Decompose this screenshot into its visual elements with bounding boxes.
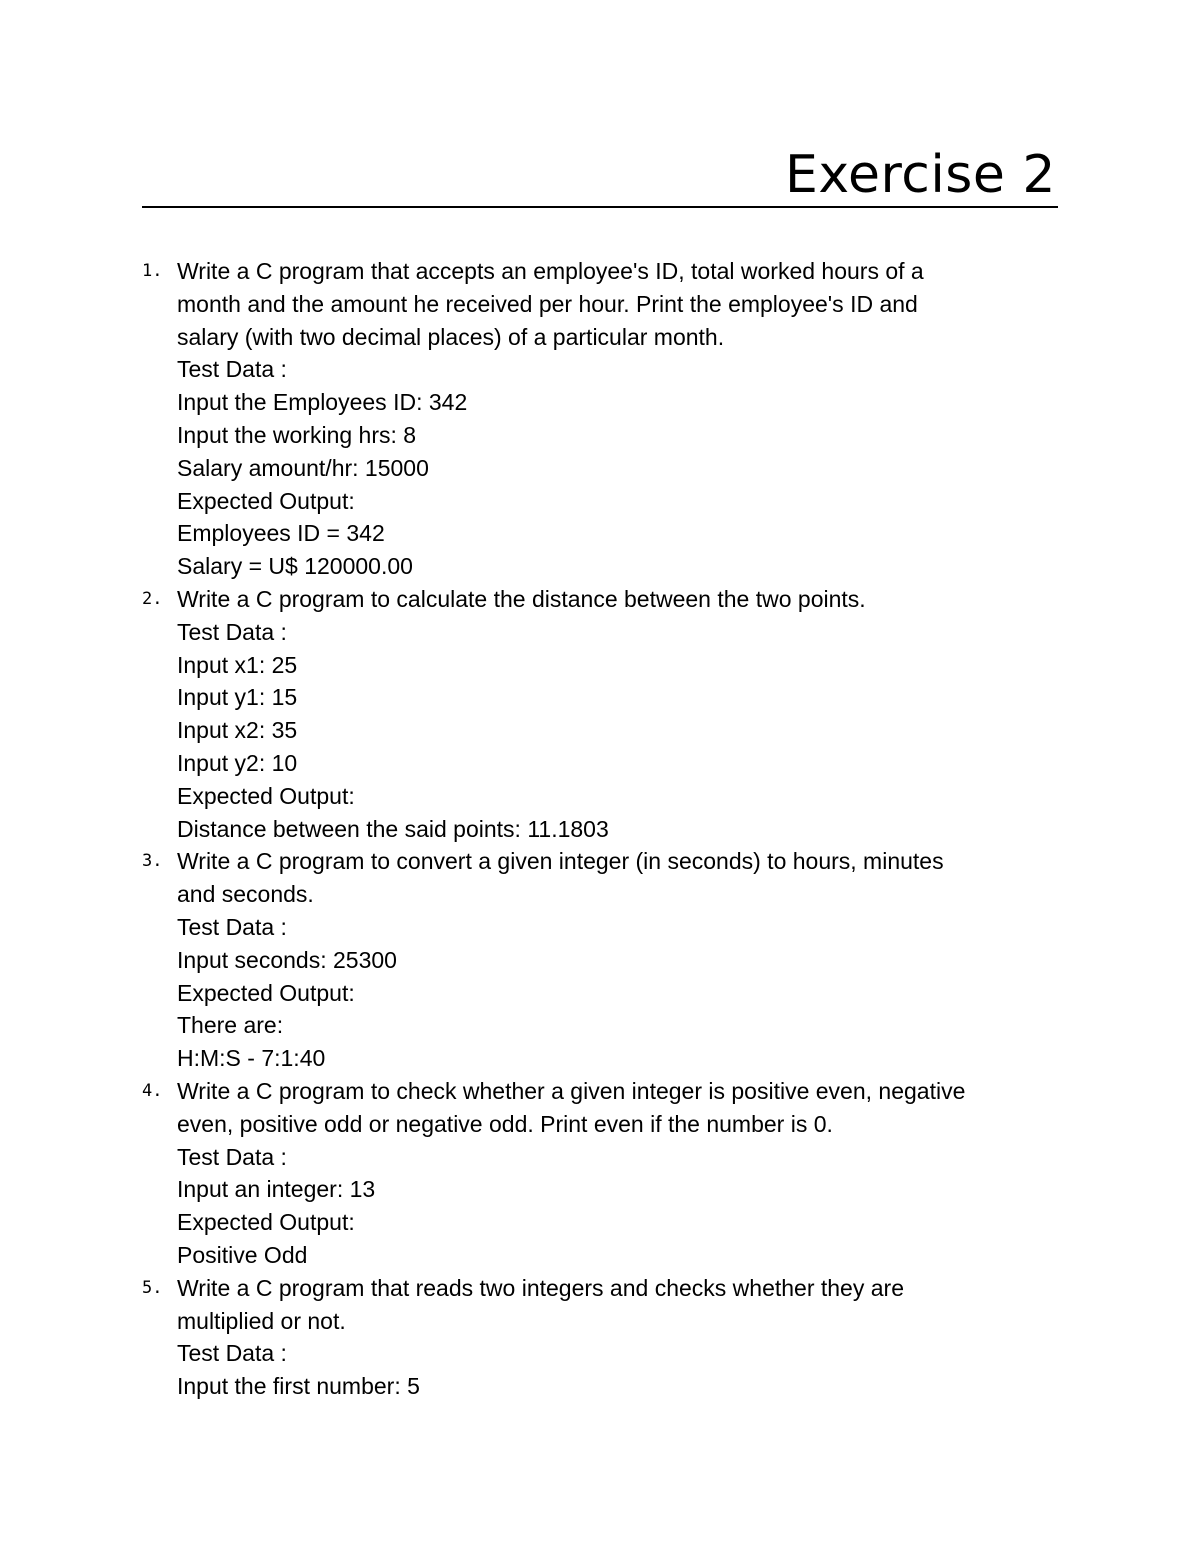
exercise-body (177, 583, 1058, 845)
test-data-label: Test Data : (177, 618, 287, 645)
expected-output-label: Expected Output: (177, 487, 355, 514)
test-input-line: Input y1: 15 (177, 684, 298, 711)
exercise-prompt-line: Write a C program to convert a given integer (in seconds) to hours, minutes (177, 848, 944, 875)
exercise-body (177, 255, 1058, 583)
test-input-line: Input y2: 10 (177, 749, 298, 776)
exercise-item-4 (142, 1075, 1058, 1272)
test-input-line: Input seconds: 25300 (177, 946, 397, 973)
exercise-prompt-line: Write a C program to check whether a given integer is positive even, negative (177, 1077, 966, 1104)
expected-output-line: H:M:S - 7:1:40 (177, 1045, 326, 1072)
expected-output-line: There are: (177, 1012, 284, 1039)
exercise-item-2 (142, 583, 1058, 845)
exercise-item-1 (142, 255, 1058, 583)
exercise-number: 4. (142, 1080, 163, 1101)
test-data-label: Test Data : (177, 356, 287, 383)
exercise-prompt-line: salary (with two decimal places) of a particular month. (177, 323, 725, 350)
expected-output-label: Expected Output: (177, 1209, 355, 1236)
exercise-item-3 (142, 845, 1058, 1075)
test-input-line: Input an integer: 13 (177, 1176, 376, 1203)
test-data-label: Test Data : (177, 1143, 287, 1170)
test-input-line: Input the first number: 5 (177, 1373, 420, 1400)
test-input-line: Input the Employees ID: 342 (177, 389, 468, 416)
exercise-number: 2. (142, 588, 163, 609)
expected-output-label: Expected Output: (177, 782, 355, 809)
exercise-number: 1. (142, 261, 163, 281)
test-input-line: Input x2: 35 (177, 717, 298, 744)
expected-output-line: Distance between the said points: 11.1803 (177, 815, 609, 842)
exercise-prompt-line: Write a C program to calculate the distance between the two points. (177, 585, 866, 612)
expected-output-line: Employees ID = 342 (177, 520, 385, 547)
exercise-list (142, 255, 1058, 1403)
exercise-body (177, 845, 1058, 1075)
test-data-label: Test Data : (177, 1340, 287, 1367)
exercise-prompt-line: and seconds. (177, 881, 314, 908)
page-title: Exercise 2 (785, 145, 1056, 205)
exercise-body (177, 1075, 1058, 1272)
test-data-label: Test Data : (177, 913, 287, 940)
exercise-item-5 (142, 1272, 1058, 1403)
exercise-prompt-line: multiplied or not. (177, 1307, 346, 1334)
exercise-prompt-line: month and the amount he received per hour. Print the employee's ID and (177, 290, 918, 317)
exercise-number: 5. (142, 1277, 163, 1298)
test-input-line: Input the working hrs: 8 (177, 421, 417, 448)
expected-output-label: Expected Output: (177, 979, 355, 1006)
test-input-line: Input x1: 25 (177, 651, 298, 678)
title-divider (142, 206, 1058, 208)
exercise-prompt-line: even, positive odd or negative odd. Print even if the number is 0. (177, 1110, 833, 1137)
test-input-line: Salary amount/hr: 15000 (177, 454, 429, 481)
expected-output-line: Salary = U$ 120000.00 (177, 553, 413, 580)
exercise-number: 3. (142, 851, 163, 872)
exercise-body (177, 1272, 1058, 1403)
expected-output-line: Positive Odd (177, 1241, 308, 1268)
exercise-prompt-line: Write a C program that reads two integers and checks whether they are (177, 1274, 904, 1301)
exercise-prompt-line: Write a C program that accepts an employee's ID, total worked hours of a (177, 258, 924, 284)
